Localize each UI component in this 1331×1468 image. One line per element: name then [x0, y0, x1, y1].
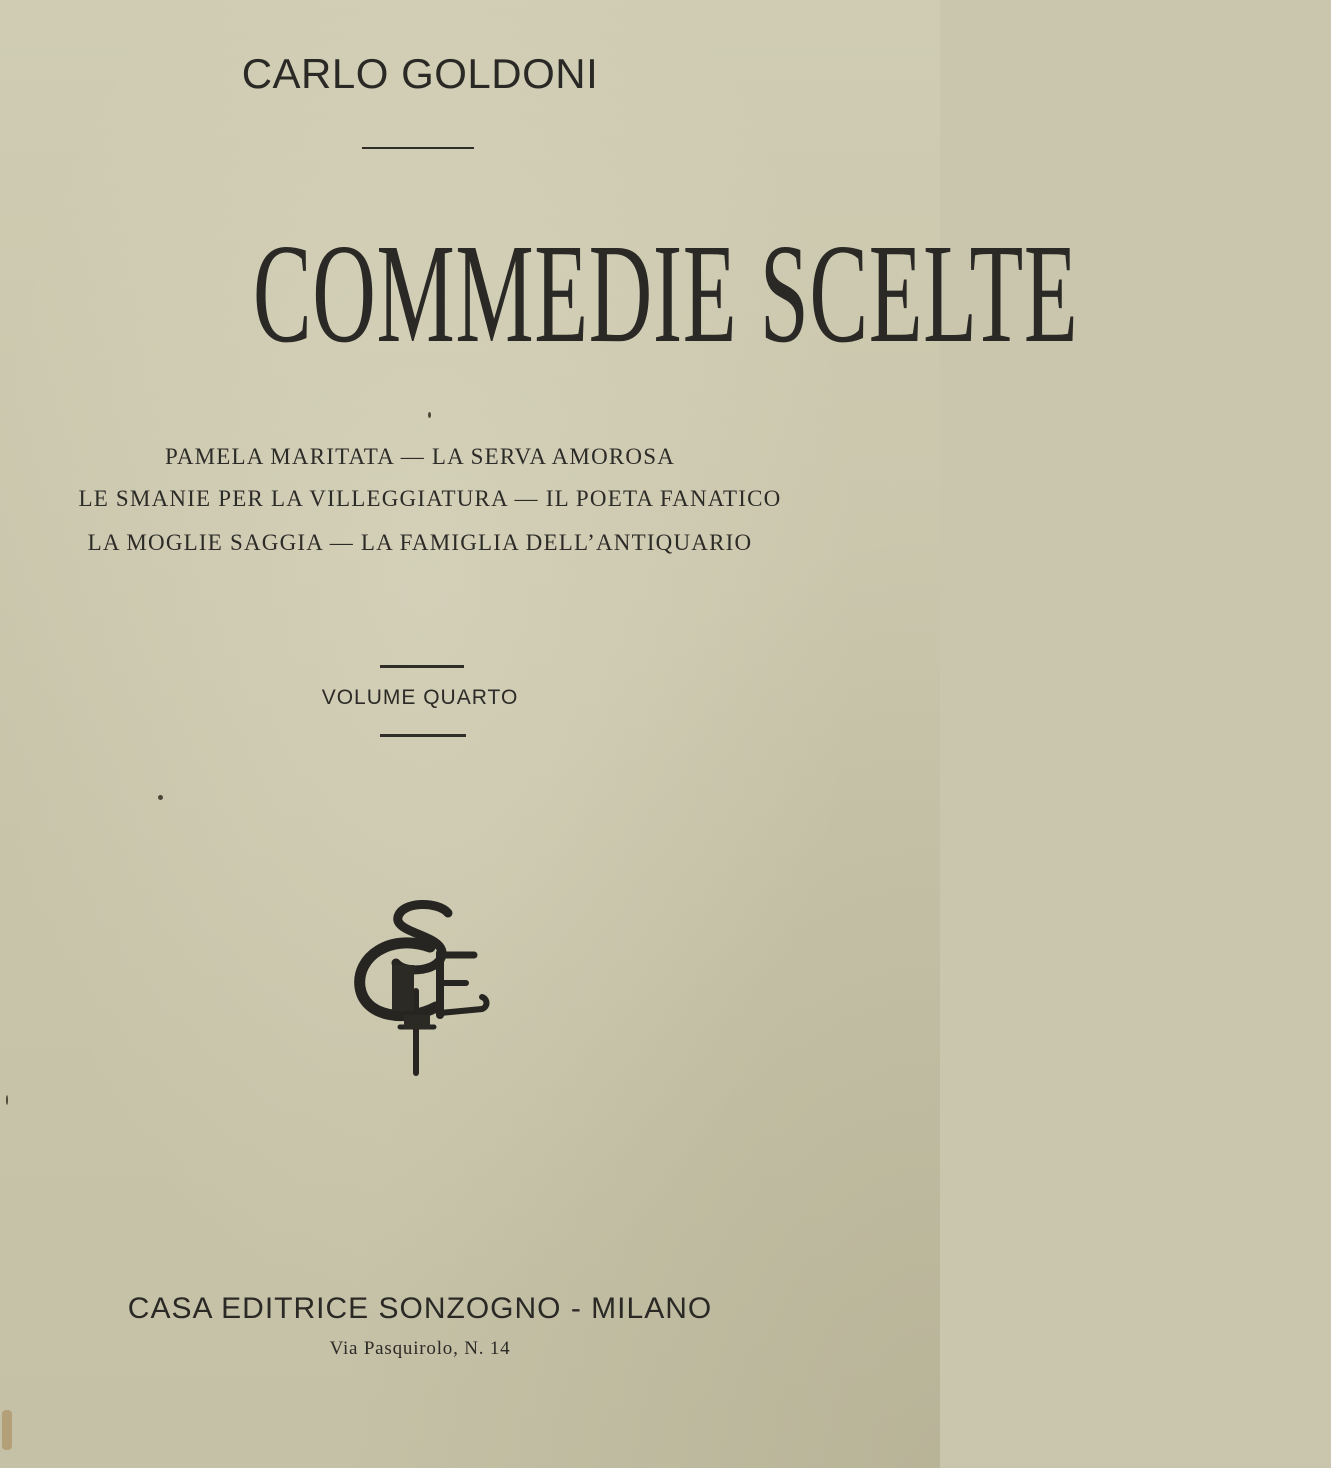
divider-top — [362, 147, 474, 149]
book-title-text: COMMEDIE SCELTE — [252, 214, 1079, 372]
divider-volume-bottom — [380, 734, 466, 737]
paper-stain — [2, 1410, 12, 1450]
play-list-line-3: LA MOGLIE SAGGIA — LA FAMIGLIA DELL’ANTIQUARIO — [87, 530, 753, 555]
publisher-address: Via Pasquirolo, N. 14 — [329, 1338, 511, 1359]
sonzogno-monogram-icon — [350, 895, 495, 1080]
paper-speck — [428, 412, 431, 418]
paper-speck — [6, 1095, 8, 1105]
volume-label: VOLUME QUARTO — [321, 686, 519, 709]
publisher-name: CASA EDITRICE SONZOGNO - MILANO — [127, 1292, 713, 1325]
play-list-line-2: LE SMANIE PER LA VILLEGGIATURA — IL POETA FANATICO — [78, 486, 782, 511]
paper-speck — [158, 795, 163, 800]
author-name: CARLO GOLDONI — [241, 50, 599, 97]
divider-volume-top — [380, 665, 464, 668]
book-title — [0, 214, 1079, 372]
play-list-line-1: PAMELA MARITATA — LA SERVA AMOROSA — [164, 444, 676, 469]
